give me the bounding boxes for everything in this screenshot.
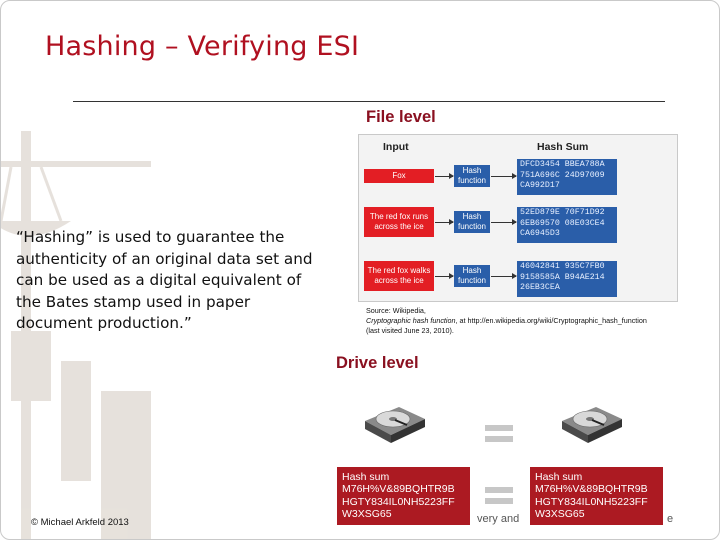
arrow-icon xyxy=(435,276,453,277)
hash-function-box: Hash function xyxy=(454,211,490,233)
source-line: Source: Wikipedia, xyxy=(366,306,426,315)
input-box: The red fox runs across the ice xyxy=(364,207,434,237)
hash-function-box: Hash function xyxy=(454,165,490,187)
equals-sign-top xyxy=(485,487,513,493)
partially-hidden-text: very and xyxy=(477,513,520,525)
hashing-quote: “Hashing” is used to guarantee the authenticity of an original data set and can be used as a digital equivalent of the Bates stamp used in paper document production.” xyxy=(16,228,313,332)
file-level-heading: File level xyxy=(366,108,436,126)
input-box: The red fox walks across the ice xyxy=(364,261,434,291)
arrow-icon xyxy=(435,222,453,223)
hash-function-box: Hash function xyxy=(454,265,490,287)
arrow-icon xyxy=(435,176,453,177)
input-column-header: Input xyxy=(383,141,409,153)
hash-sum-label: Hash sum xyxy=(342,471,390,483)
hash-sum-column-header: Hash Sum xyxy=(537,141,589,153)
scales-of-justice-watermark xyxy=(1,131,171,540)
right-hash-sum-card xyxy=(530,467,663,525)
hash-sum-box: 46042841 935C7FB0 9158585A B94AE214 26EB3CEA xyxy=(517,261,617,297)
hash-sum-line: M76H%V&89BQHTR9B xyxy=(535,483,648,496)
equals-sign-bottom xyxy=(485,498,513,504)
hard-drive-icon xyxy=(556,399,626,459)
copyright-notice: © Michael Arkfeld 2013 xyxy=(31,517,129,528)
source-title: Cryptographic hash function xyxy=(366,315,456,325)
drive-level-heading: Drive level xyxy=(336,354,419,372)
hard-drive-icon xyxy=(359,399,429,459)
source-citation xyxy=(366,306,696,335)
hash-sum-label: Hash sum xyxy=(535,471,583,483)
arrow-icon xyxy=(491,176,516,177)
source-date: (last visited June 23, 2010). xyxy=(366,325,454,335)
source-url: , at http://en.wikipedia.org/wiki/Cryptographic_hash_function xyxy=(455,315,647,325)
partially-hidden-text: e xyxy=(667,513,674,525)
hash-sum-box: 52ED879E 70F71D92 6EB69570 08E03CE4 CA6945D3 xyxy=(517,207,617,243)
slide-title: Hashing – Verifying ESI xyxy=(45,31,360,62)
hash-sum-box: DFCD3454 BBEA788A 751A696C 24D97009 CA992D17 xyxy=(517,159,617,195)
title-divider xyxy=(73,101,665,102)
hash-sum-line: HGTY834IL0NH5223FF xyxy=(342,495,455,508)
left-hash-sum-card xyxy=(337,467,470,525)
equals-sign-top xyxy=(485,425,513,431)
equals-sign-bottom xyxy=(485,436,513,442)
arrow-icon xyxy=(491,276,516,277)
hash-sum-line: W3XSG65 xyxy=(535,508,585,521)
hash-sum-line: M76H%V&89BQHTR9B xyxy=(342,483,455,496)
arrow-icon xyxy=(491,222,516,223)
input-box: Fox xyxy=(364,169,434,183)
hash-sum-line: HGTY834IL0NH5223FF xyxy=(535,495,648,508)
hash-sum-line: W3XSG65 xyxy=(342,508,392,521)
hash-function-diagram xyxy=(358,134,678,302)
